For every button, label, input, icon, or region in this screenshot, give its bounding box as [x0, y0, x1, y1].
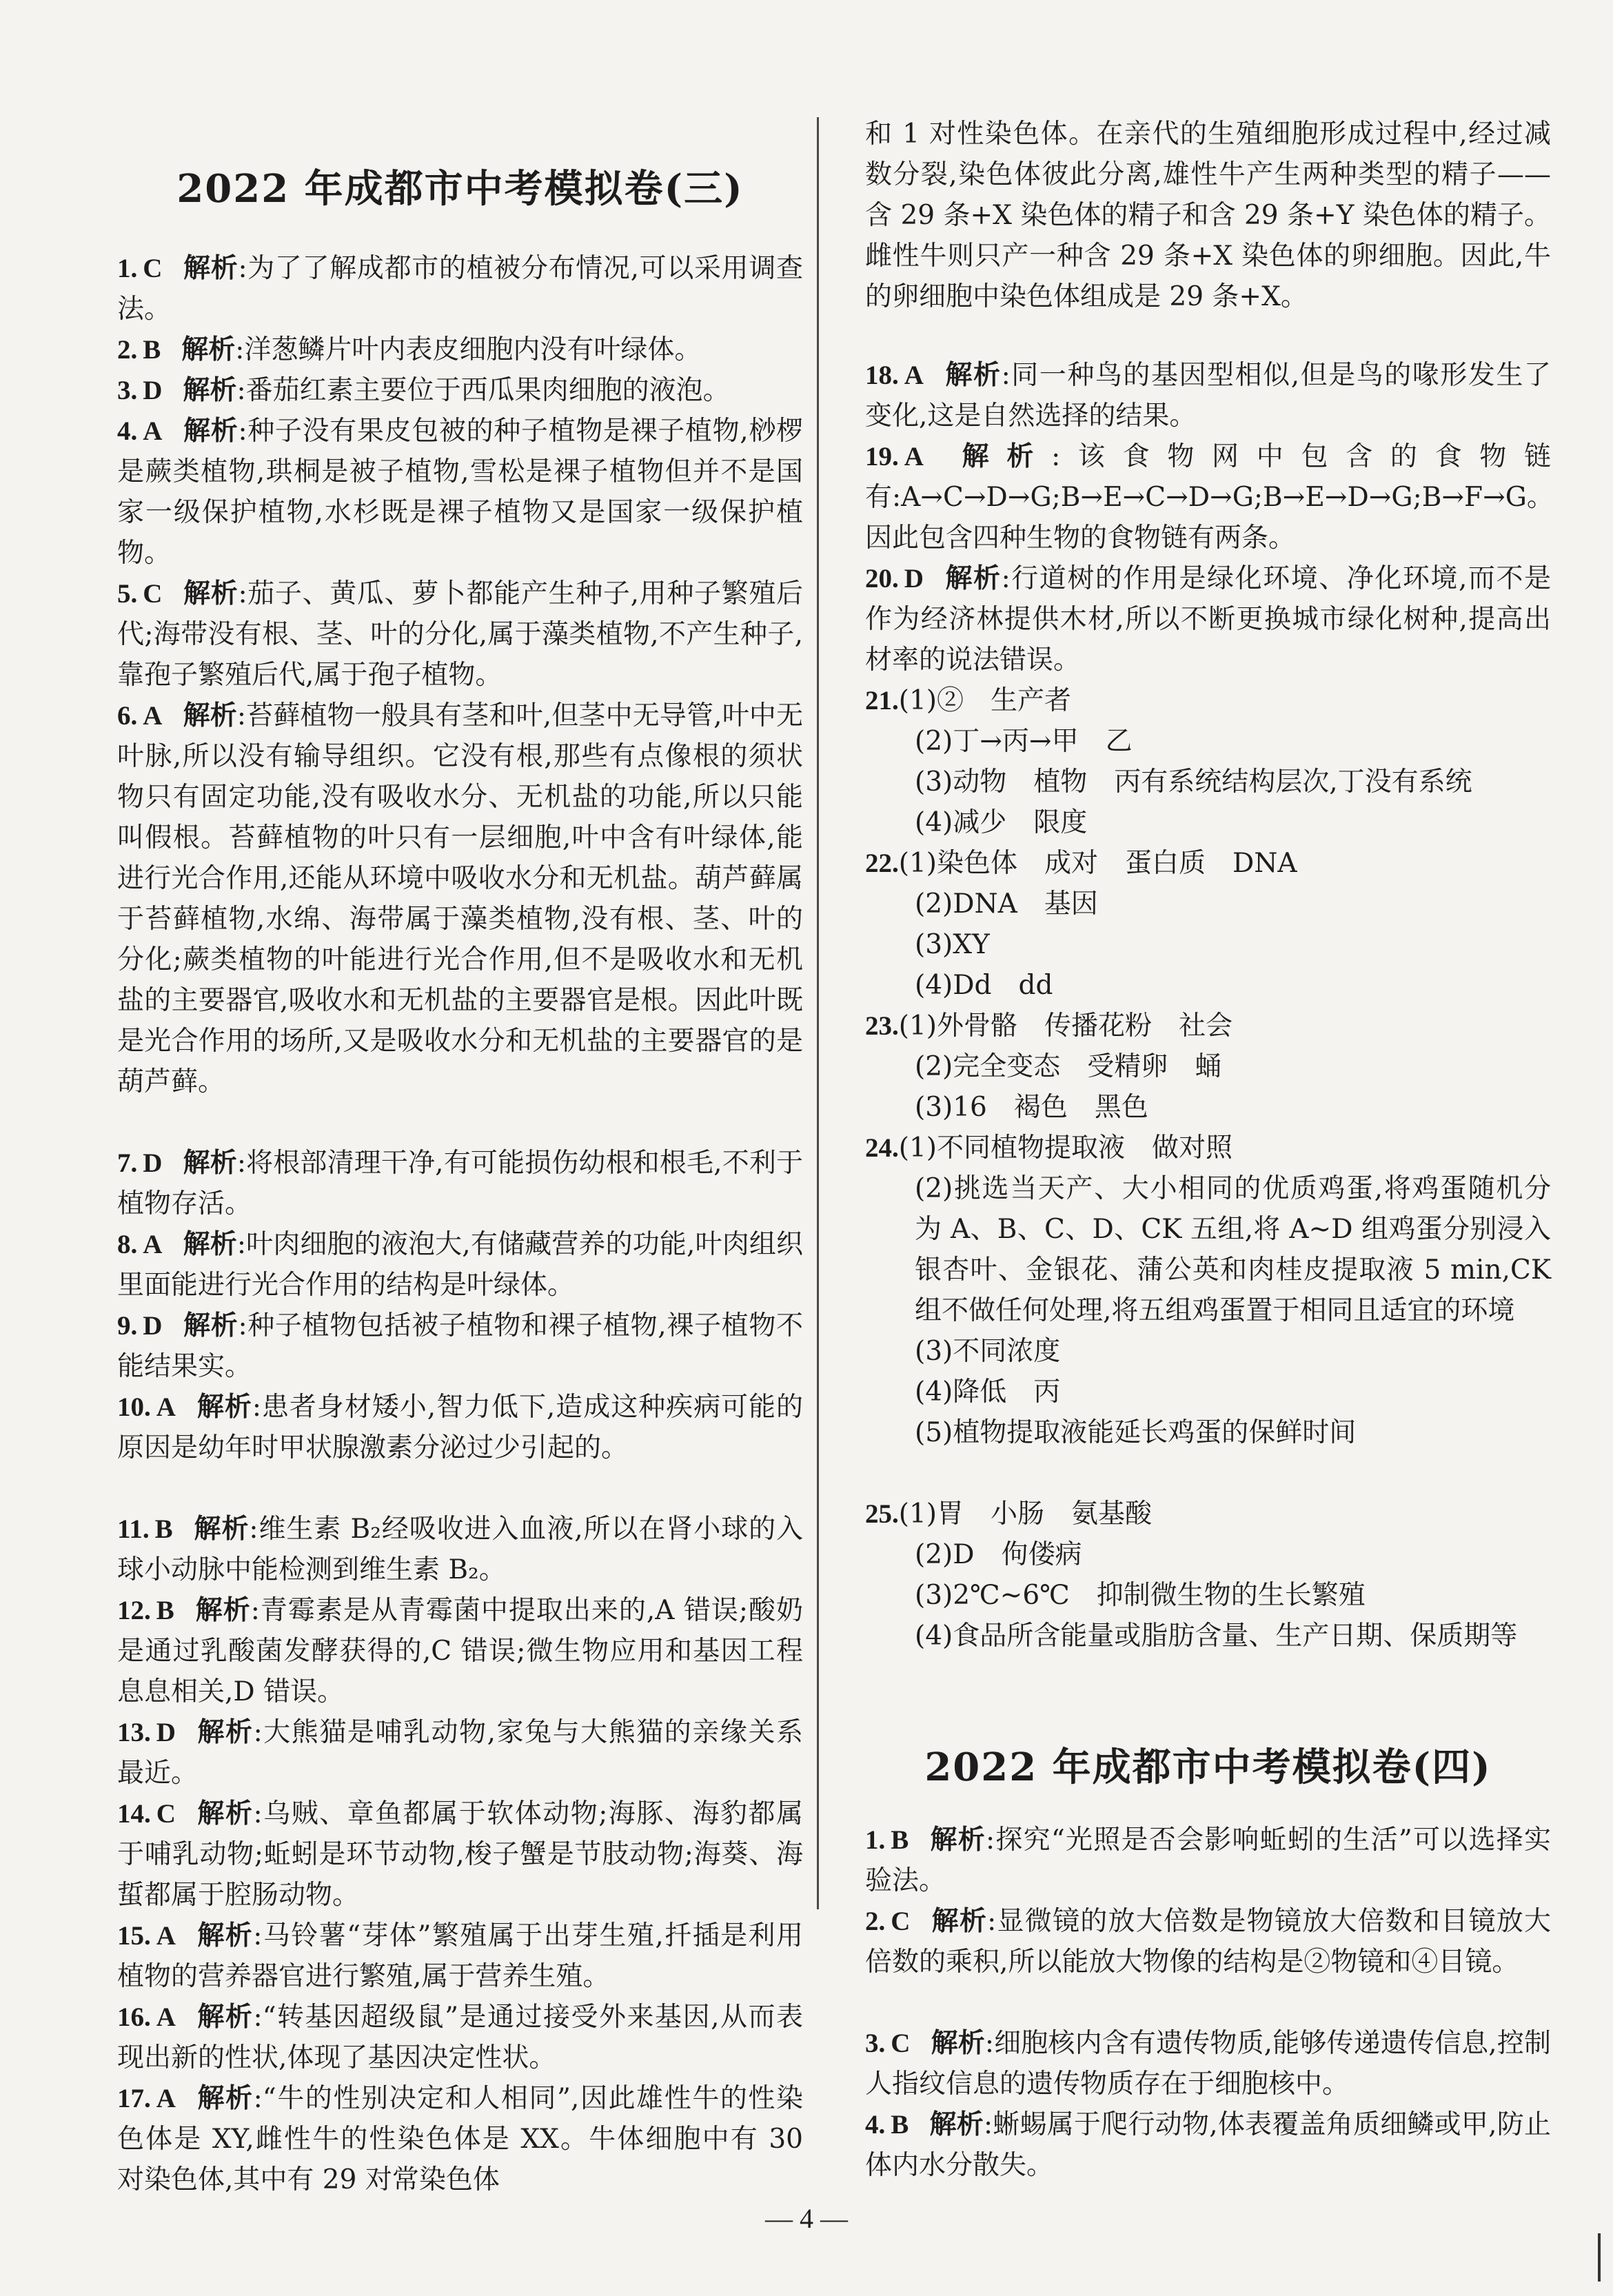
answer-item-20: 20. D 解析:行道树的作用是绿化环境、净化环境,而不是作为经济林提供木材,所以不断更换城市绿化树种,提高出材率的说法错误。	[865, 562, 1551, 675]
answer-item-4-2: 2. C 解析:显微镜的放大倍数是物镜放大倍数和目镜放大倍数的乘积,所以能放大物像的结构是②物镜和④目镜。	[865, 1905, 1551, 1978]
answer-item-12: 12. B 解析:青霉素是从青霉菌中提取出来的,A 错误;酸奶是通过乳酸菌发酵获得的,C 错误;微生物应用和基因工程息息相关,D 错误。	[117, 1594, 803, 1707]
answer-item-6: 6. A 解析:苔藓植物一般具有茎和叶,但茎中无导管,叶中无叶脉,所以没有输导组织。它没有根,那些有点像根的须状物只有固定功能,没有吸收水分、无机盐的功能,所以只能叫假根。苔藓植物的叶只有一层细胞,叶中含有叶绿体,能进行光合作用,还能从环境中吸收水分和无机盐。葫芦藓属于苔藓植物,水绵、海带属于藻类植物,没有根、茎、叶的分化;蕨类植物的叶能进行光合作用,但不是吸收水和无机盐的主要器官,吸收水和无机盐的主要器官是根。因此叶既是光合作用的场所,又是吸收水分和无机盐的主要器官的是葫芦藓。	[117, 700, 803, 1097]
page-number: — 4 —	[765, 2203, 848, 2234]
answer-item-13: 13. D 解析:大熊猫是哺乳动物,家兔与大熊猫的亲缘关系最近。	[117, 1716, 803, 1789]
answer-item-17: 17. A 解析:“牛的性别决定和人相同”,因此雄性牛的性染色体是 XY,雌性牛的性染色体是 XX。牛体细胞中有 30 对染色体,其中有 29 对常染色体	[117, 2082, 803, 2195]
answer-item-19: 19. A 解析:该食物网中包含的食物链有:A→C→D→G;B→E→C→D→G;B→E→D→G;B→F→G。因此包含四种生物的食物链有两条。	[865, 440, 1554, 553]
answer-item-4-1: 1. B 解析:探究“光照是否会影响蚯蚓的生活”可以选择实验法。	[865, 1824, 1551, 1896]
answer-item-10: 10. A 解析:患者身材矮小,智力低下,造成这种疾病可能的原因是幼年时甲状腺激素分泌过少引起的。	[117, 1391, 803, 1463]
answer-item-18: 18. A 解析:同一种鸟的基因型相似,但是鸟的喙形发生了变化,这是自然选择的结果。	[865, 359, 1551, 431]
answer-item-8: 8. A 解析:叶肉细胞的液泡大,有储藏营养的功能,叶肉组织里面能进行光合作用的结构是叶绿体。	[117, 1228, 803, 1301]
answer-item-14: 14. C 解析:乌贼、章鱼都属于软体动物;海豚、海豹都属于哺乳动物;蚯蚓是环节动物,梭子蟹是节肢动物;海葵、海蜇都属于腔肠动物。	[117, 1798, 803, 1911]
column-divider	[817, 117, 819, 1909]
answer-item-11: 11. B 解析:维生素 B₂经吸收进入血液,所以在肾小球的入球小动脉中能检测到维生素 B₂。	[117, 1513, 803, 1585]
exam-title-3: 2022 年成都市中考模拟卷(三)	[176, 166, 744, 212]
answer-item-17-continued: 和 1 对性染色体。在亲代的生殖细胞形成过程中,经过减数分裂,染色体彼此分离,雄性牛产生两种类型的精子——含 29 条+X 染色体的精子和含 29 条+Y 染色体的精子。雌性牛则只产一种含 29 条+X 染色体的卵细胞。因此,牛的卵细胞中染色体组成是 29 条+X。	[865, 119, 1551, 312]
scan-edge-mark	[1598, 2233, 1601, 2282]
answer-item-1: 1. C 解析:为了了解成都市的植被分布情况,可以采用调查法。	[117, 252, 803, 325]
answer-item-24: 24.(1)不同植物提取液 做对照 (2)挑选当天产、大小相同的优质鸡蛋,将鸡蛋随机分为 A、B、C、D、CK 五组,将 A~D 组鸡蛋分别浸入银杏叶、金银花、蒲公英和肉桂皮提取液 5 min,CK 组不做任何处理,将五组鸡蛋置于相同且适宜的环境 (3)不同浓度 (4)降低 丙 (5)植物提取液能延长鸡蛋的保鲜时间	[865, 1132, 1551, 1448]
answer-item-15: 15. A 解析:马铃薯“芽体”繁殖属于出芽生殖,扦插是利用植物的营养器官进行繁殖,属于营养生殖。	[117, 1920, 803, 1992]
answer-item-16: 16. A 解析:“转基因超级鼠”是通过接受外来基因,从而表现出新的性状,体现了基因决定性状。	[117, 2001, 803, 2073]
answer-item-3: 3. D 解析:番茄红素主要位于西瓜果肉细胞的液泡。	[117, 374, 730, 406]
answer-item-2: 2. B 解析:洋葱鳞片叶内表皮细胞内没有叶绿体。	[117, 334, 702, 365]
answer-item-22: 22.(1)染色体 成对 蛋白质 DNA (2)DNA 基因 (3)XY (4)Dd dd	[865, 848, 1297, 1001]
answer-item-5: 5. C 解析:茄子、黄瓜、萝卜都能产生种子,用种子繁殖后代;海带没有根、茎、叶的分化,属于藻类植物,不产生种子,靠孢子繁殖后代,属于孢子植物。	[117, 578, 803, 691]
answer-item-4: 4. A 解析:种子没有果皮包被的种子植物是裸子植物,桫椤是蕨类植物,珙桐是被子植物,雪松是裸子植物但并不是国家一级保护植物,水杉既是裸子植物又是国家一级保护植物。	[117, 415, 803, 569]
answer-item-4-4: 4. B 解析:蜥蜴属于爬行动物,体表覆盖角质细鳞或甲,防止体内水分散失。	[865, 2109, 1551, 2181]
answer-item-9: 9. D 解析:种子植物包括被子植物和裸子植物,裸子植物不能结果实。	[117, 1310, 803, 1382]
answer-item-21: 21.(1)② 生产者 (2)丁→丙→甲 乙 (3)动物 植物 丙有系统结构层次,丁没有系统 (4)减少 限度	[865, 685, 1472, 838]
exam-title-4: 2022 年成都市中考模拟卷(四)	[924, 1745, 1492, 1790]
answer-item-4-3: 3. C 解析:细胞核内含有遗传物质,能够传递遗传信息,控制人指纹信息的遗传物质存在于细胞核中。	[865, 2027, 1551, 2100]
answer-item-7: 7. D 解析:将根部清理干净,有可能损伤幼根和根毛,不利于植物存活。	[117, 1147, 803, 1219]
answer-item-23: 23.(1)外骨骼 传播花粉 社会 (2)完全变态 受精卵 蛹 (3)16 褐色 黑色	[865, 1010, 1232, 1123]
answer-item-25: 25.(1)胃 小肠 氨基酸 (2)D 佝偻病 (3)2℃~6℃ 抑制微生物的生长繁殖 (4)食品所含能量或脂肪含量、生产日期、保质期等	[865, 1499, 1518, 1652]
